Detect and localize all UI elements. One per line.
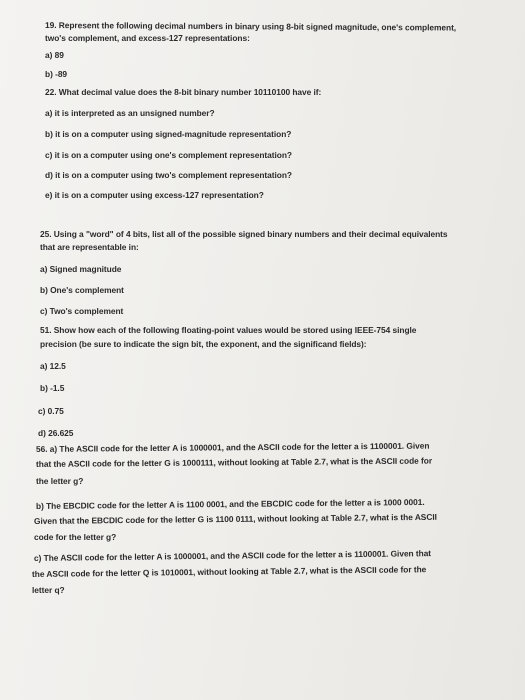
q22-item-d: d) it is on a computer using two's complement representation? <box>45 170 292 180</box>
q25-item-b: b) One's complement <box>40 285 124 295</box>
q51-line-2: precision (be sure to indicate the sign bit, the exponent, and the significand fields): <box>40 339 367 349</box>
q56-c-line-2: the ASCII code for the letter Q is 1010001, without looking at Table 2.7, what is the ASCII code for the <box>31 564 427 579</box>
q56-a-line-2: that the ASCII code for the letter G is 1000111, without looking at Table 2.7, what is the ASCII code for <box>35 455 433 469</box>
q19-item-b: b) -89 <box>45 69 68 79</box>
q19-line-2: two's complement, and excess-127 representations: <box>45 33 250 43</box>
q22-item-a: a) it is interpreted as an unsigned number? <box>45 108 215 118</box>
q56-b-line-1: b) The EBCDIC code for the letter A is 1100 0001, and the EBCDIC code for the letter a is 1000 0001. <box>35 496 425 511</box>
q51-item-d: d) 26.625 <box>38 428 74 438</box>
q22-title: 22. What decimal value does the 8-bit binary number 10110100 have if: <box>45 87 322 97</box>
q19-item-a: a) 89 <box>45 50 64 60</box>
q56-c-line-1: c) The ASCII code for the letter A is 1000001, and the ASCII code for the letter a is 1100001. Given that <box>33 548 432 563</box>
q56-a-line-3: the letter g? <box>36 476 84 486</box>
q56-b-line-3: code for the letter g? <box>34 532 117 542</box>
q51-item-c: c) 0.75 <box>38 406 64 416</box>
q22-item-c: c) it is on a computer using one's complement representation? <box>45 150 292 160</box>
q56-c-line-3: letter q? <box>32 585 65 595</box>
q56-b-line-2: Given that the EBCDIC code for the letter G is 1100 0111, without looking at Table 2.7, what is the ASCII <box>33 511 437 526</box>
q51-item-a: a) 12.5 <box>40 361 66 371</box>
q25-line-1: 25. Using a "word" of 4 bits, list all of the possible signed binary numbers and their decimal equivalents <box>40 229 448 239</box>
q25-item-c: c) Two's complement <box>40 306 124 316</box>
q19-line-1: 19. Represent the following decimal numbers in binary using 8-bit signed magnitude, one's complement, <box>44 20 457 33</box>
q25-line-2: that are representable in: <box>40 242 139 252</box>
q51-line-1: 51. Show how each of the following floating-point values would be stored using IEEE-754 single <box>40 325 417 335</box>
q25-item-a: a) Signed magnitude <box>40 264 122 274</box>
q51-item-b: b) -1.5 <box>40 383 65 393</box>
q22-item-b: b) it is on a computer using signed-magnitude representation? <box>45 129 292 139</box>
q22-item-e: e) it is on a computer using excess-127 representation? <box>45 190 264 200</box>
q56-a-line-1: 56. a) The ASCII code for the letter A is 1000001, and the ASCII code for the letter a is 1100001. Given <box>35 440 430 454</box>
